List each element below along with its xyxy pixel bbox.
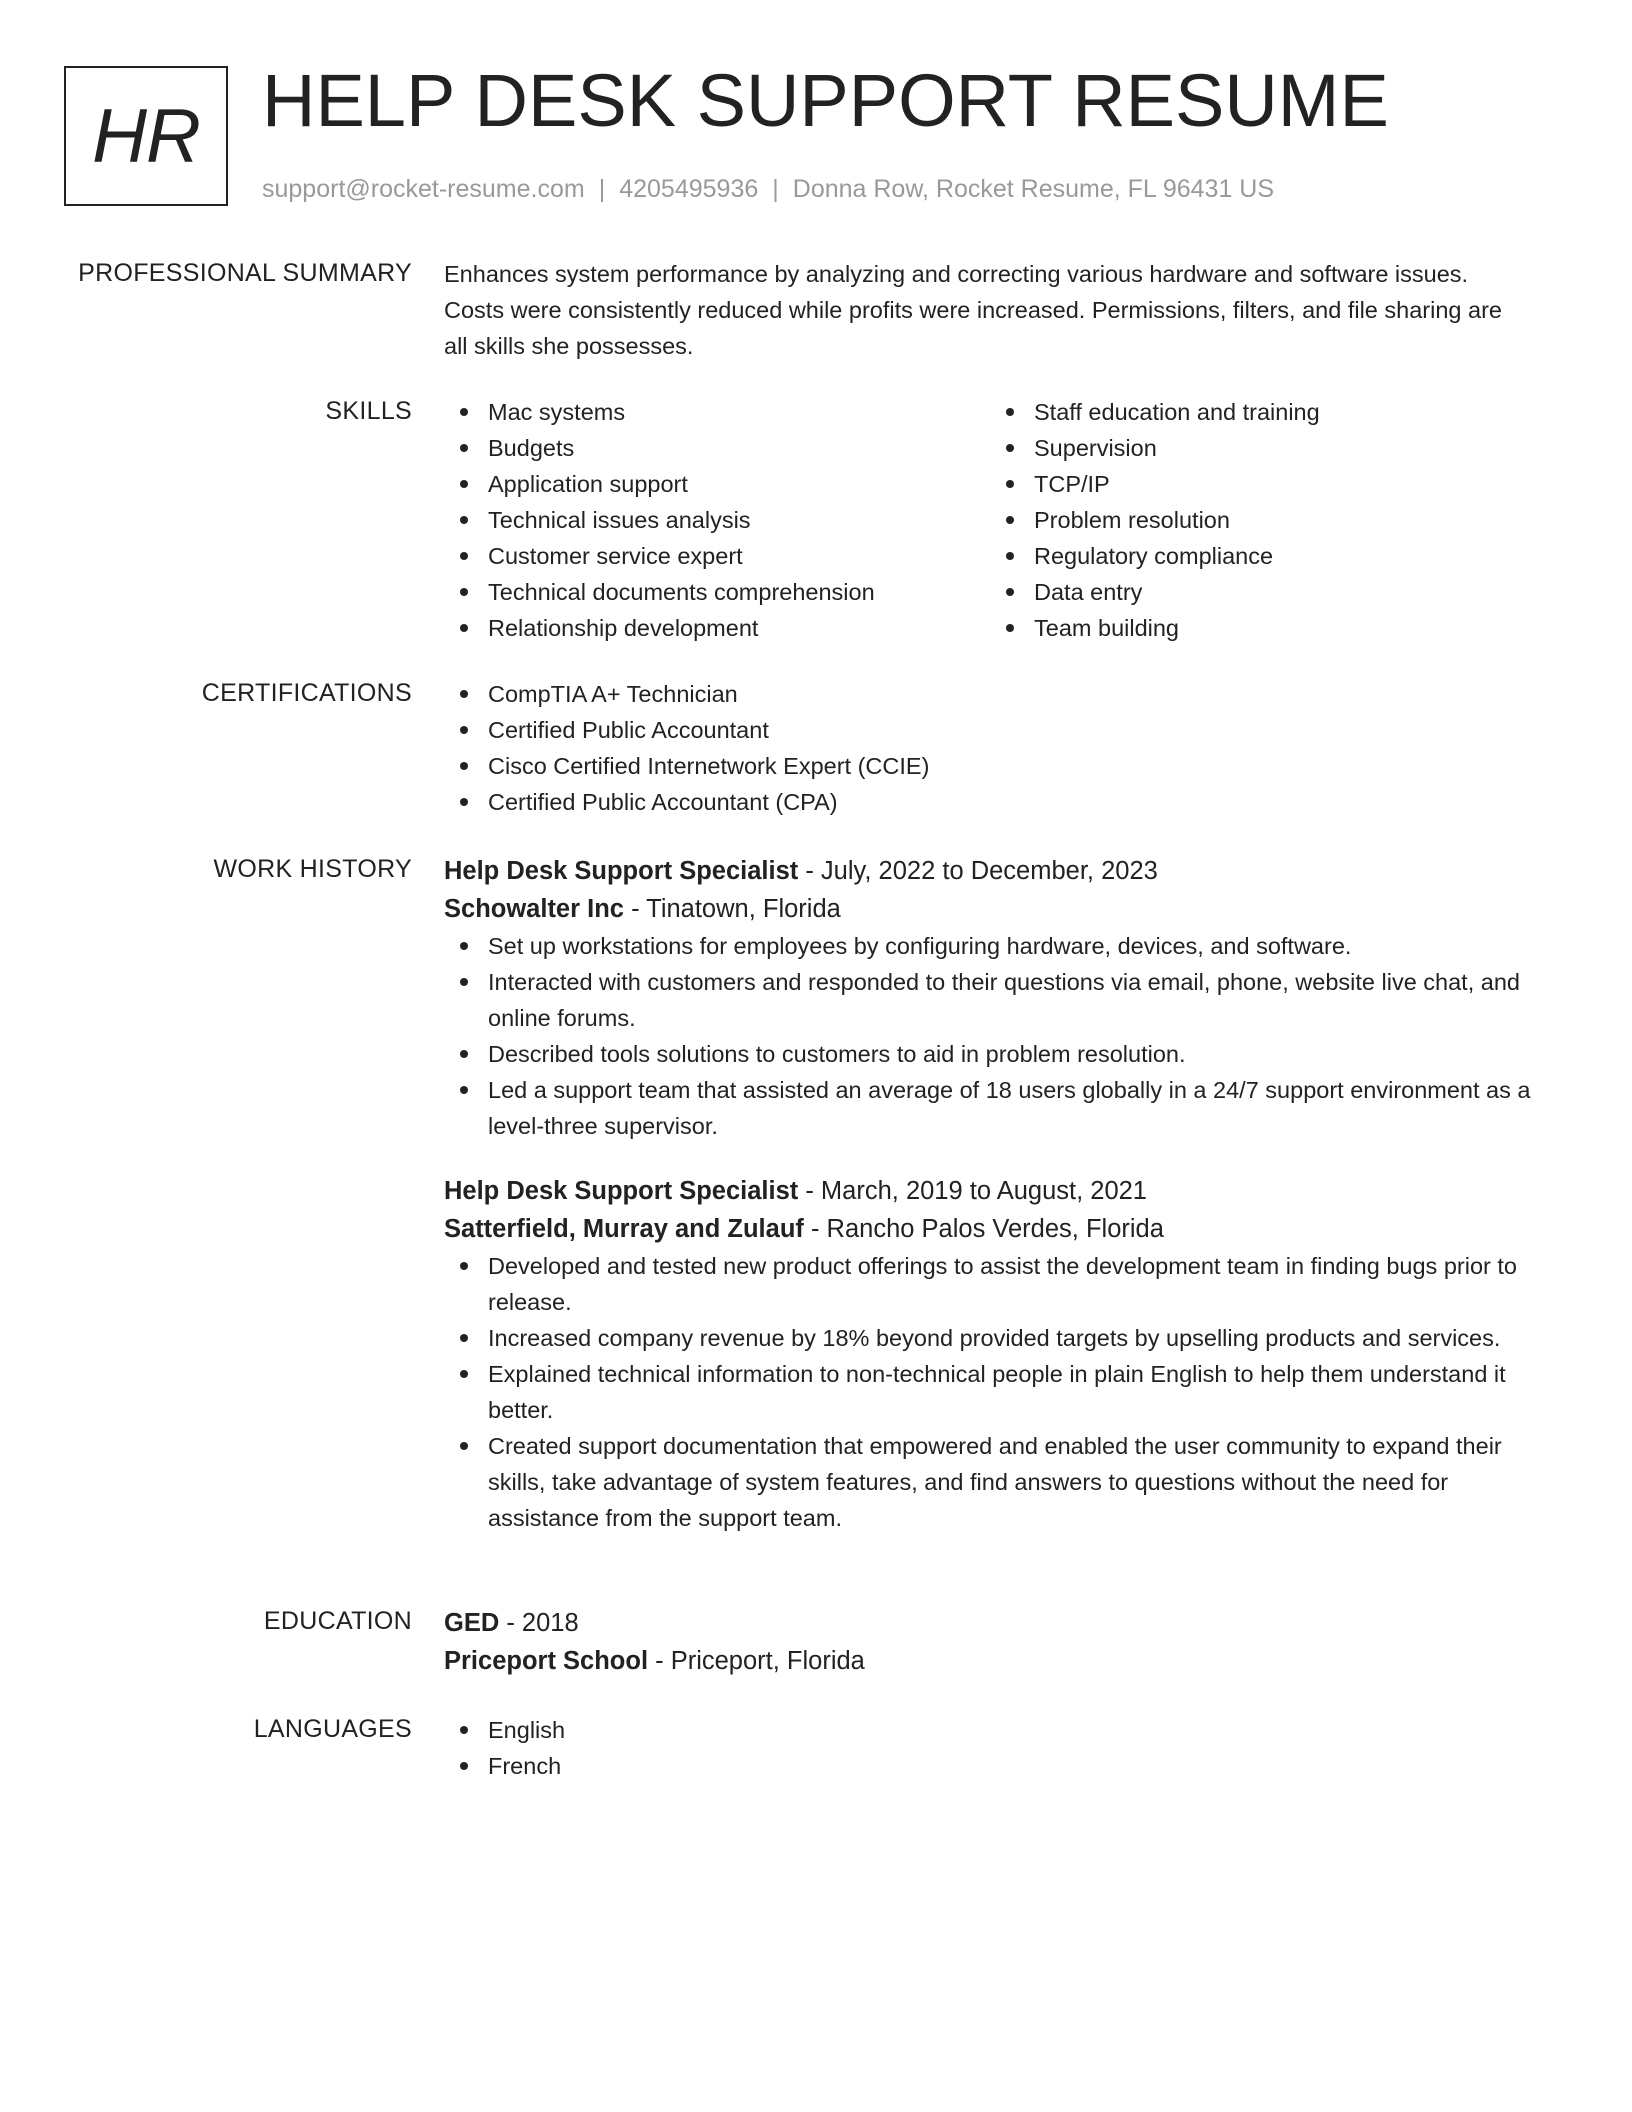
job-entry — [444, 852, 1556, 1144]
contact-email: support@rocket-resume.com — [262, 175, 585, 203]
skills-list-right — [990, 394, 1536, 646]
education-school: Priceport School — [444, 1647, 649, 1675]
work-history-body — [444, 852, 1556, 1536]
section-label-education: EDUCATION — [263, 1607, 412, 1635]
job-duty: Increased company revenue by 18% beyond provided targets by upselling products and services. — [444, 1320, 1556, 1356]
job-location: - Rancho Palos Verdes, Florida — [803, 1215, 1164, 1243]
languages-body — [444, 1712, 1556, 1784]
job-duty: Developed and tested new product offerings to assist the development team in finding bugs prior to release. — [444, 1248, 1556, 1320]
job-title-line — [444, 1172, 1556, 1210]
section-label-languages: LANGUAGES — [253, 1715, 412, 1743]
job-duty: Explained technical information to non-technical people in plain English to help them understand it better. — [444, 1356, 1556, 1428]
skill-item: Regulatory compliance — [990, 538, 1536, 574]
job-duties-list — [444, 1248, 1556, 1536]
job-dates: - March, 2019 to August, 2021 — [798, 1177, 1147, 1205]
education-school-line — [444, 1642, 1556, 1680]
languages-list — [444, 1712, 1556, 1784]
contact-line — [262, 172, 1274, 206]
job-duty: Described tools solutions to customers to aid in problem resolution. — [444, 1036, 1556, 1072]
job-duty: Led a support team that assisted an average of 18 users globally in a 24/7 support environment as a level-three supervisor. — [444, 1072, 1556, 1144]
education-degree: GED — [444, 1609, 500, 1637]
skill-item: Staff education and training — [990, 394, 1536, 430]
job-company-line — [444, 890, 1556, 928]
skill-item: Customer service expert — [444, 538, 990, 574]
summary-body — [444, 256, 1524, 364]
job-title: Help Desk Support Specialist — [444, 857, 799, 885]
skill-item: Budgets — [444, 430, 990, 466]
monogram-logo: HR — [64, 66, 228, 206]
job-company: Schowalter Inc — [444, 895, 624, 923]
skill-item: Mac systems — [444, 394, 990, 430]
certification-item: Cisco Certified Internetwork Expert (CCIE) — [444, 748, 1556, 784]
skill-item: Relationship development — [444, 610, 990, 646]
contact-separator: | — [772, 175, 779, 203]
job-duties-list — [444, 928, 1556, 1144]
job-dates: - July, 2022 to December, 2023 — [798, 857, 1158, 885]
skill-item: Technical issues analysis — [444, 502, 990, 538]
job-duty: Created support documentation that empowered and enabled the user community to expand their skills, take advantage of system features, and find answers to questions without the need for assistance from the support team. — [444, 1428, 1556, 1536]
section-label-skills: SKILLS — [325, 397, 412, 425]
skills-body — [444, 394, 1556, 646]
certification-item: Certified Public Accountant — [444, 712, 1556, 748]
skill-item: Team building — [990, 610, 1536, 646]
contact-separator: | — [598, 175, 606, 203]
job-title-line — [444, 852, 1556, 890]
section-label-certifications: CERTIFICATIONS — [201, 679, 412, 707]
job-location: - Tinatown, Florida — [623, 895, 841, 923]
education-degree-line — [444, 1604, 1556, 1642]
skills-list-left — [444, 394, 990, 646]
education-year: - 2018 — [499, 1609, 579, 1637]
certification-item: Certified Public Accountant (CPA) — [444, 784, 1556, 820]
job-duty: Set up workstations for employees by configuring hardware, devices, and software. — [444, 928, 1556, 964]
job-company-line — [444, 1210, 1556, 1248]
job-duty: Interacted with customers and responded to their questions via email, phone, website live chat, and online forums. — [444, 964, 1556, 1036]
certifications-list — [444, 676, 1556, 820]
section-label-work-history: WORK HISTORY — [213, 855, 412, 883]
education-location: - Priceport, Florida — [648, 1647, 865, 1675]
skill-item: Application support — [444, 466, 990, 502]
skill-item: Supervision — [990, 430, 1536, 466]
certification-item: CompTIA A+ Technician — [444, 676, 1556, 712]
skill-item: Data entry — [990, 574, 1536, 610]
section-label-summary: PROFESSIONAL SUMMARY — [78, 259, 412, 287]
education-body — [444, 1604, 1556, 1680]
certifications-body — [444, 676, 1556, 820]
skill-item: Technical documents comprehension — [444, 574, 990, 610]
skill-item: TCP/IP — [990, 466, 1536, 502]
language-item: French — [444, 1748, 1556, 1784]
job-entry — [444, 1172, 1556, 1536]
job-company: Satterfield, Murray and Zulauf — [444, 1215, 804, 1243]
contact-phone: 4205495936 — [619, 175, 759, 203]
language-item: English — [444, 1712, 1556, 1748]
summary-text: Enhances system performance by analyzing and correcting various hardware and software issues. Costs were consistently reduced while profits were increased. Permissions, filters, and file sharing are all skills she possesses. — [444, 261, 1502, 359]
resume-title: HELP DESK SUPPORT RESUME — [262, 59, 1389, 142]
contact-address: Donna Row, Rocket Resume, FL 96431 US — [792, 175, 1275, 203]
job-title: Help Desk Support Specialist — [444, 1177, 799, 1205]
skill-item: Problem resolution — [990, 502, 1536, 538]
